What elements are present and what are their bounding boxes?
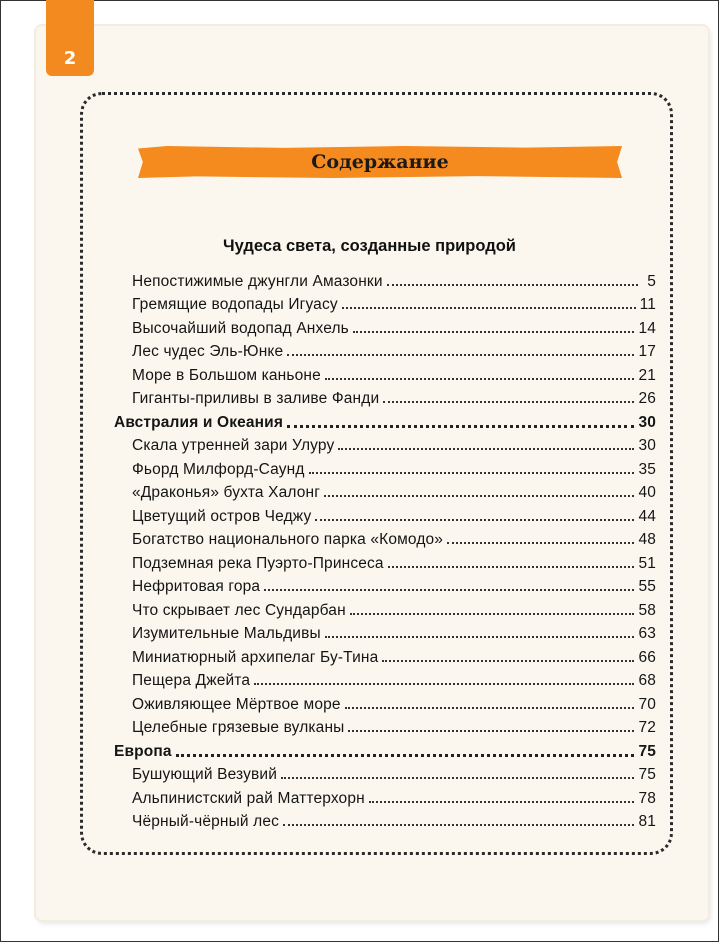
toc-entry[interactable] — [114, 267, 656, 291]
toc-entry[interactable] — [114, 314, 656, 338]
toc-entry-page: 55 — [638, 578, 656, 595]
toc-entry[interactable] — [114, 291, 656, 315]
toc-section-row[interactable] — [114, 737, 656, 761]
dot-leader — [353, 331, 635, 333]
toc-entry[interactable] — [114, 385, 656, 409]
toc-entry[interactable] — [114, 455, 656, 479]
toc-entry[interactable] — [114, 667, 656, 691]
toc-entry[interactable] — [114, 784, 656, 808]
toc-entry-page: 14 — [638, 319, 656, 337]
dot-leader — [387, 284, 638, 286]
toc-entry-page: 44 — [638, 507, 656, 525]
toc-entry-page: 11 — [639, 296, 656, 313]
dot-leader — [342, 307, 636, 309]
dot-leader — [383, 401, 634, 403]
dot-leader — [324, 495, 634, 497]
toc-section-row[interactable] — [114, 408, 656, 432]
page-number: 2 — [63, 48, 77, 69]
toc-entry-label: Фьорд Милфорд-Саунд — [132, 460, 305, 478]
toc-entry-page: 63 — [638, 625, 656, 642]
toc-entry-page: 35 — [638, 460, 656, 478]
toc-entry-label: Лес чудес Эль-Юнке — [132, 343, 284, 360]
toc-entry[interactable] — [114, 643, 656, 667]
toc-entry-page: 5 — [647, 272, 656, 290]
toc-entry[interactable] — [114, 549, 656, 573]
toc-entry-page: 72 — [638, 719, 656, 736]
toc-entry-label: Богатство национального парка «Комодо» — [132, 531, 444, 548]
dot-leader — [309, 472, 635, 474]
dot-leader — [338, 448, 634, 450]
toc-entry-label: Гиганты-приливы в заливе Фанди — [132, 390, 380, 407]
dot-leader — [325, 636, 635, 638]
toc-entry-label: Бушующий Везувий — [132, 766, 278, 783]
toc-entry-page: 30 — [638, 413, 656, 431]
toc-entry[interactable] — [114, 761, 656, 785]
toc-entry-label: Целебные грязевые вулканы — [132, 719, 345, 736]
dot-leader — [325, 378, 635, 380]
toc-entry-page: 17 — [638, 343, 656, 360]
toc-entry[interactable] — [114, 714, 656, 738]
toc-entry-label: Непостижимые джунгли Амазонки — [132, 272, 383, 290]
toc-entry-label: Оживляющее Мёртвое море — [132, 695, 341, 713]
toc-entry-page: 66 — [638, 648, 656, 666]
toc-entry[interactable] — [114, 690, 656, 714]
toc-entry-label: Изумительные Мальдивы — [132, 625, 321, 642]
page-title: Содержание — [311, 151, 449, 173]
toc-entry[interactable] — [114, 361, 656, 385]
dot-leader — [382, 660, 634, 662]
dot-leader — [315, 519, 634, 521]
toc-entry[interactable] — [114, 620, 656, 644]
dot-leader — [447, 542, 634, 544]
toc-entry-label: Цветущий остров Чеджу — [132, 507, 312, 525]
dot-leader — [348, 730, 634, 732]
toc-entry-label: Альпинистский рай Маттерхорн — [132, 789, 365, 807]
toc-entry[interactable] — [114, 596, 656, 620]
toc-entry[interactable] — [114, 479, 656, 503]
toc-entry-label: Австралия и Океания — [114, 413, 284, 431]
dot-leader — [283, 824, 634, 826]
dot-leader — [350, 613, 635, 615]
toc-entry-label: Миниатюрный архипелаг Бу-Тина — [132, 648, 379, 666]
toc-entry-page: 75 — [638, 742, 656, 760]
dot-leader — [264, 589, 634, 591]
dot-leader — [176, 754, 635, 757]
toc-entry-page: 58 — [638, 601, 656, 619]
toc-entry-page: 70 — [638, 695, 656, 713]
page-number-tab — [46, 0, 94, 76]
toc-entry-label: Высочайший водопад Анхель — [132, 319, 349, 337]
toc-entry[interactable] — [114, 502, 656, 526]
toc-entry-label: Гремящие водопады Игуасу — [132, 296, 338, 313]
dot-leader — [287, 425, 634, 428]
toc-entry-page: 75 — [638, 766, 656, 783]
toc-entry[interactable] — [114, 573, 656, 597]
toc-entry-page: 40 — [638, 484, 656, 501]
toc-entry-page: 30 — [638, 437, 656, 454]
toc-entry-label: Чёрный-чёрный лес — [132, 813, 280, 830]
toc-entry[interactable] — [114, 526, 656, 550]
toc-entry-label: Что скрывает лес Сундарбан — [132, 601, 346, 619]
toc-entry-page: 51 — [638, 554, 656, 572]
toc-entry-label: Подземная река Пуэрто-Принсеса — [132, 554, 384, 572]
toc-entry-page: 68 — [638, 672, 656, 689]
toc-entry[interactable] — [114, 338, 656, 362]
toc-entry-label: Море в Большом каньоне — [132, 366, 321, 384]
toc-entry-page: 78 — [638, 789, 656, 807]
toc-entry-label: Нефритовая гора — [132, 578, 261, 595]
section-heading: Чудеса света, созданные природой — [223, 237, 516, 255]
table-of-contents — [114, 267, 656, 831]
toc-entry-label: Европа — [114, 742, 172, 760]
dot-leader — [388, 566, 635, 568]
toc-entry-label: Скала утренней зари Улуру — [132, 437, 335, 454]
toc-entry-label: Пещера Джейта — [132, 672, 251, 689]
toc-entry-page: 48 — [638, 531, 656, 548]
toc-entry-page: 81 — [638, 813, 656, 830]
dot-leader — [281, 777, 634, 779]
dot-leader — [369, 801, 635, 803]
toc-entry-page: 26 — [638, 390, 656, 407]
toc-entry-label: «Драконья» бухта Халонг — [132, 484, 321, 501]
dot-leader — [287, 354, 634, 356]
dot-leader — [345, 707, 635, 709]
toc-entry-page: 21 — [638, 366, 656, 384]
toc-entry[interactable] — [114, 808, 656, 832]
toc-entry[interactable] — [114, 432, 656, 456]
dot-leader — [254, 683, 634, 685]
